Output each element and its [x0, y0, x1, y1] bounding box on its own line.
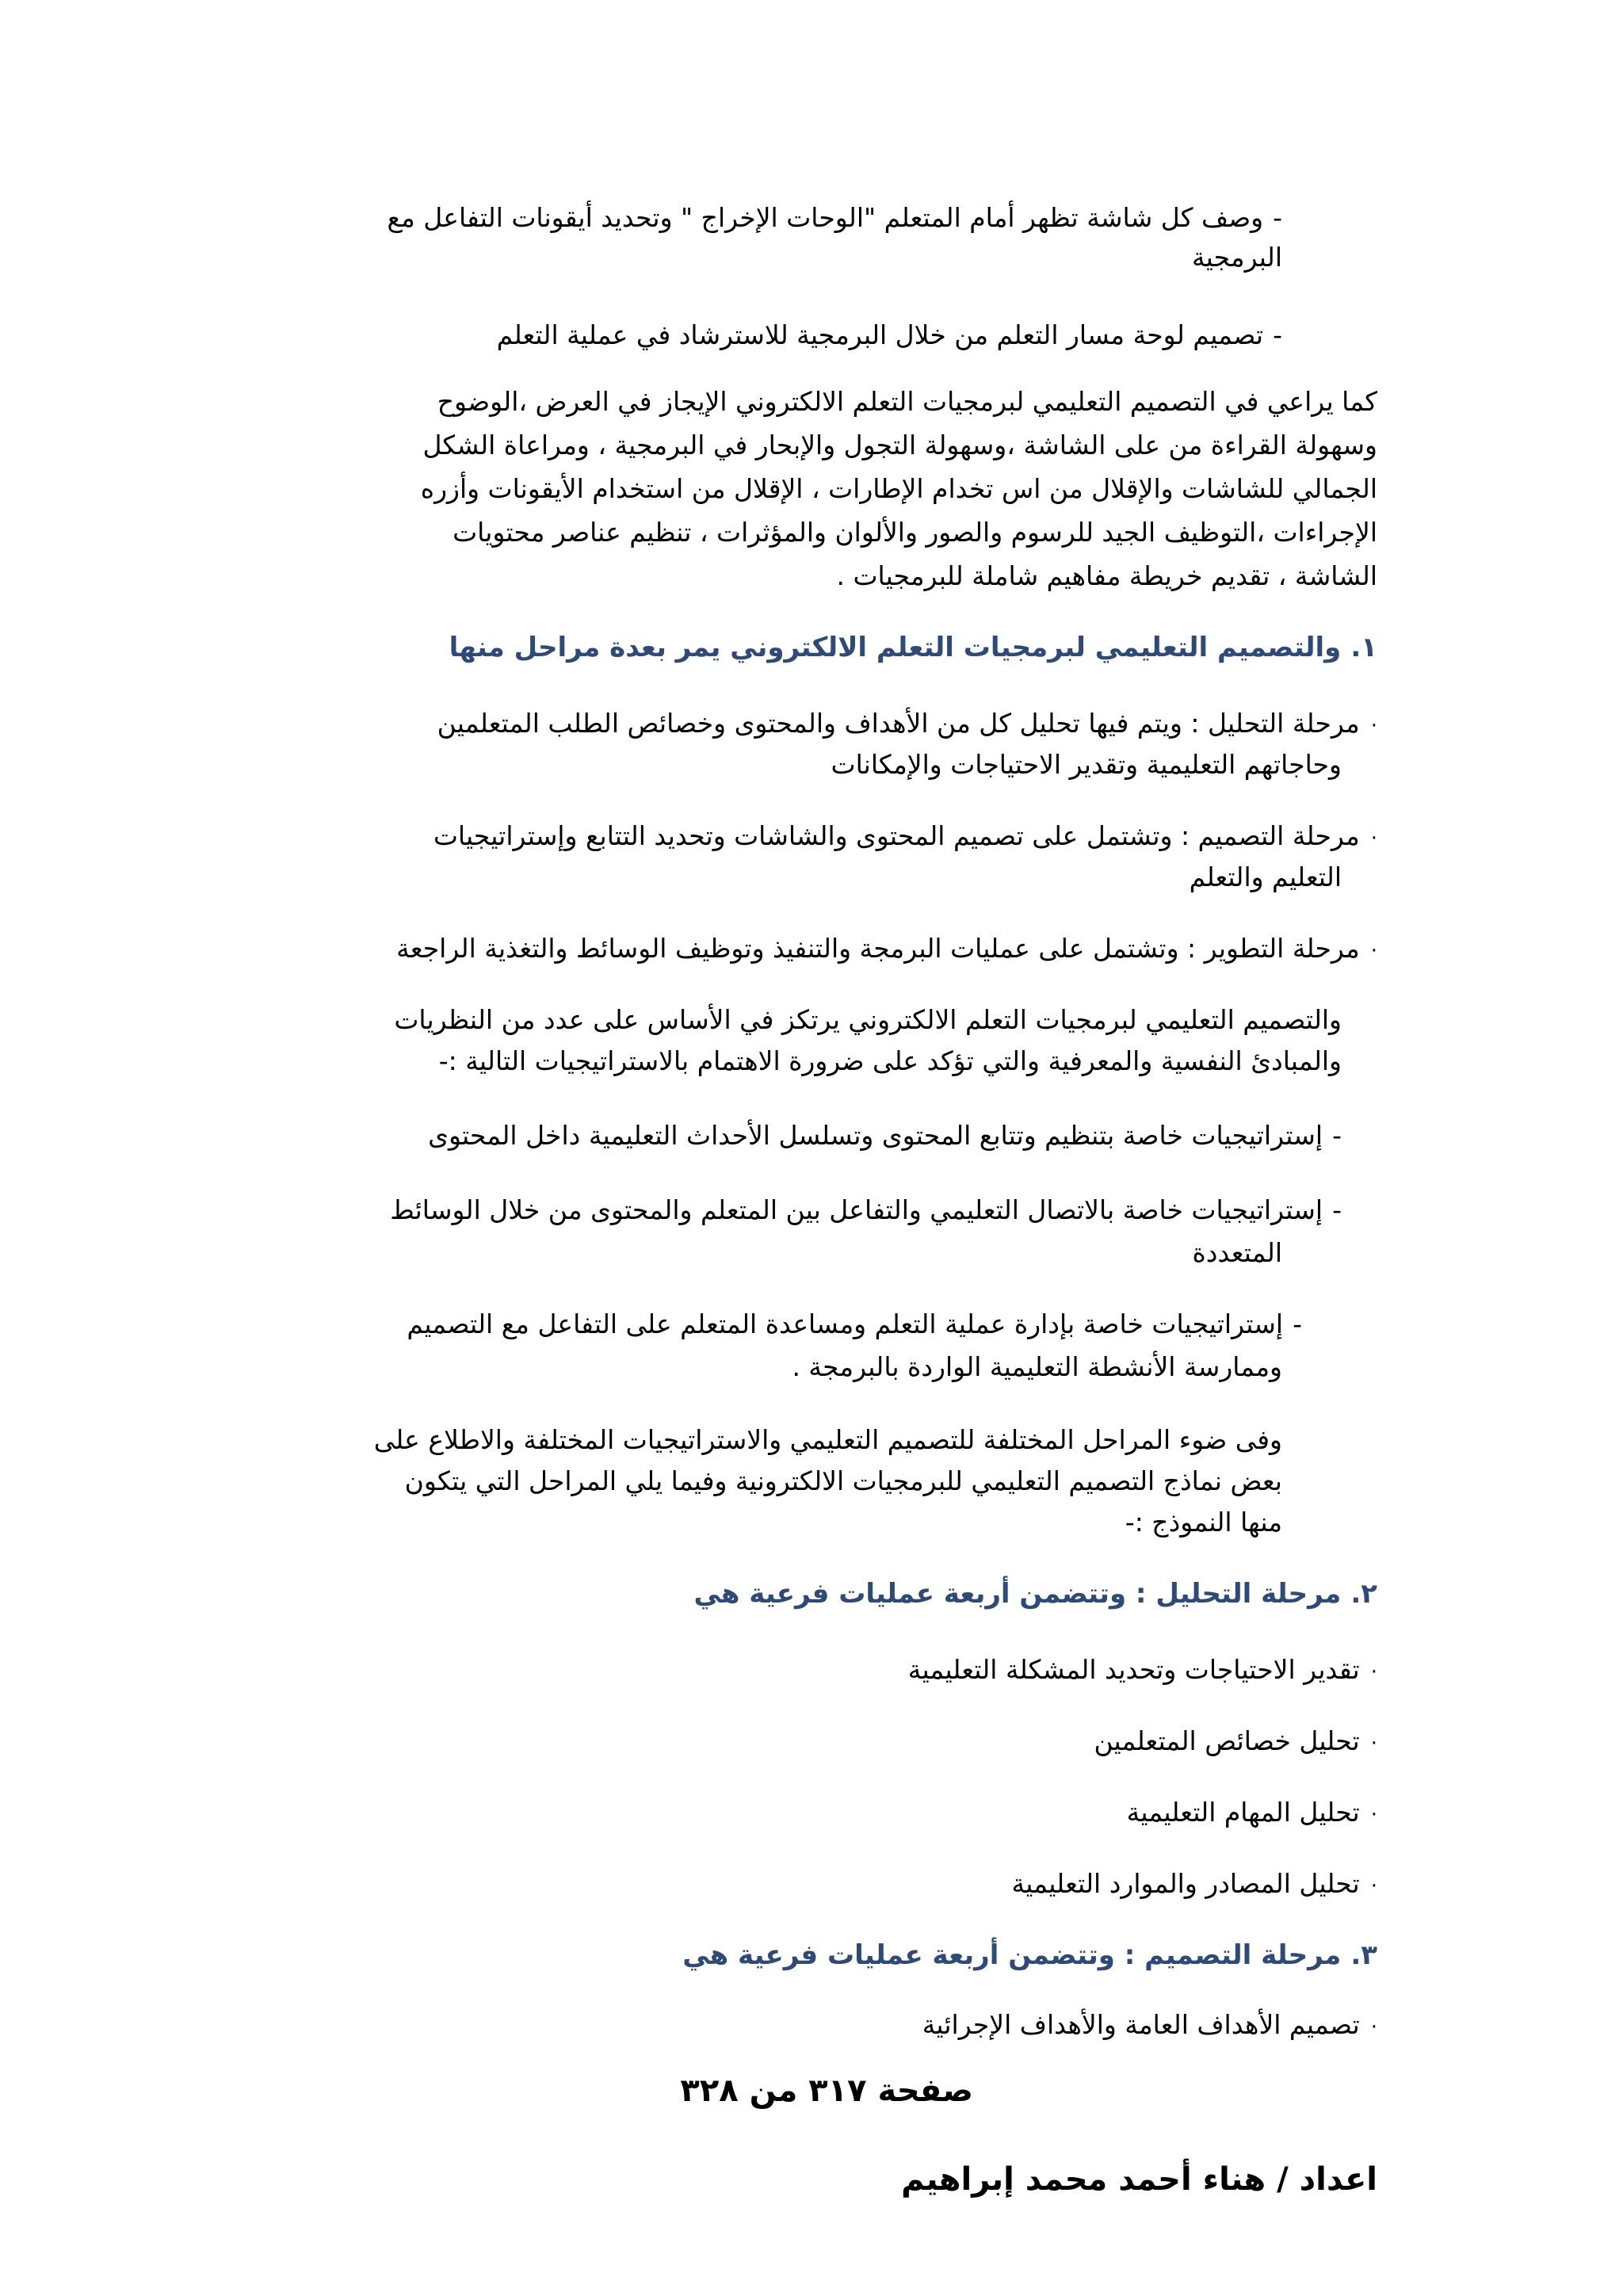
dash-marker: -	[1293, 1308, 1302, 1339]
strategy-3-line-1	[407, 1305, 1302, 1344]
bullet-text: مرحلة التطوير : وتشتمل على عمليات البرمجة والتنفيذ وتوظيف الوسائط والتغذية الراجعة	[396, 933, 1360, 964]
dash-item-1-line-1	[388, 198, 1282, 238]
bullet-icon: ·	[1370, 714, 1377, 738]
foundation-paragraph-line-1: والتصميم التعليمي لبرمجيات التعلم الالكتروني يرتكز في الأساس على عدد من النظريات	[394, 1004, 1342, 1035]
author-credit: اعداد / هناء أحمد محمد إبراهيم	[901, 2161, 1377, 2198]
page-number: صفحة ٣١٧ من ٣٢٨	[680, 2073, 973, 2109]
section-2-bullet-2	[1094, 1721, 1377, 1761]
strategy-2-line-1	[390, 1190, 1342, 1230]
section-1-bullet-3	[396, 929, 1377, 968]
intro-paragraph-line-2: وسهولة القراءة من على الشاشة ،وسهولة التجول والإبحار في البرمجية ، ومراعاة الشكل	[422, 430, 1377, 460]
models-paragraph-line-1: وفى ضوء المراحل المختلفة للتصميم التعليمي والاستراتيجيات المختلفة والاطلاع على	[373, 1424, 1282, 1455]
strategy-text: إستراتيجيات خاصة بتنظيم وتتابع المحتوى وتسلسل الأحداث التعليمية داخل المحتوى	[428, 1120, 1323, 1151]
bullet-icon: ·	[1370, 939, 1377, 963]
intro-paragraph-line-1: كما يراعي في التصميم التعليمي لبرمجيات التعلم الالكتروني الإيجاز في العرض ،الوضوح	[437, 386, 1377, 417]
bullet-text: تقدير الاحتياجات وتحديد المشكلة التعليمية	[907, 1654, 1360, 1685]
bullet-text: تصميم الأهداف العامة والأهداف الإجرائية	[922, 2009, 1360, 2040]
intro-paragraph-line-5: الشاشة ، تقديم خريطة مفاهيم شاملة للبرمجيات .	[836, 560, 1377, 591]
section-1-bullet-1-line-1	[437, 704, 1377, 743]
dash-item-text: تصميم لوحة مسار التعلم من خلال البرمجية للاسترشاد في عملية التعلم	[496, 319, 1264, 350]
section-1-heading	[449, 628, 1377, 667]
strategy-text-continued: المتعددة	[1192, 1237, 1282, 1268]
bullet-text: مرحلة التحليل : ويتم فيها تحليل كل من الأهداف والمحتوى وخصائص الطلب المتعلمين	[437, 708, 1360, 739]
strategy-text: إستراتيجيات خاصة بالاتصال التعليمي والتفاعل بين المتعلم والمحتوى من خلال الوسائط	[390, 1194, 1323, 1225]
strategy-1	[428, 1116, 1342, 1156]
strategy-text: إستراتيجيات خاصة بإدارة عملية التعلم ومساعدة المتعلم على التفاعل مع التصميم	[407, 1308, 1284, 1339]
dash-marker: -	[1273, 319, 1282, 350]
section-number: ٢.	[1350, 1578, 1377, 1610]
bullet-icon: ·	[1370, 1803, 1377, 1827]
bullet-icon: ·	[1370, 1874, 1377, 1898]
section-1-bullet-2-line-1	[433, 816, 1377, 856]
strategy-3-line-2	[792, 1347, 1282, 1387]
bullet-text: مرحلة التصميم : وتشتمل على تصميم المحتوى والشاشات وتحديد التتابع وإستراتيجيات	[433, 820, 1360, 851]
section-title: والتصميم التعليمي لبرمجيات التعلم الالكتروني يمر بعدة مراحل منها	[449, 632, 1342, 663]
dash-item-text: وصف كل شاشة تظهر أمام المتعلم "الوحات الإخراج " وتحديد أيقونات التفاعل مع	[387, 202, 1264, 233]
section-3-bullet-1	[922, 2005, 1377, 2045]
bullet-text: تحليل المهام التعليمية	[1126, 1797, 1360, 1828]
bullet-text: تحليل المصادر والموارد التعليمية	[1011, 1868, 1360, 1899]
dash-item-1-line-2	[1192, 238, 1282, 277]
bullet-icon: ·	[1370, 1660, 1377, 1684]
bullet-icon: ·	[1370, 827, 1377, 850]
section-2-heading	[693, 1574, 1377, 1614]
dash-marker: -	[1273, 202, 1282, 233]
dash-item-2	[497, 315, 1282, 355]
strategy-2-line-2	[1193, 1233, 1283, 1273]
bullet-text-continued: وحاجاتهم التعليمية وتقدير الاحتياجات والإمكانات	[831, 749, 1342, 780]
foundation-paragraph-line-2: والمبادئ النفسية والمعرفية والتي تؤكد على ضرورة الاهتمام بالاستراتيجيات التالية :-	[438, 1045, 1342, 1076]
section-title: مرحلة التصميم : وتتضمن أربعة عمليات فرعية هي	[682, 1939, 1342, 1971]
section-number: ١.	[1350, 632, 1377, 663]
section-2-bullet-3	[1127, 1793, 1377, 1832]
section-2-bullet-4	[1012, 1864, 1378, 1904]
models-paragraph-line-2: بعض نماذج التصميم التعليمي للبرمجيات الالكترونية وفيما يلي المراحل التي يتكون	[404, 1465, 1282, 1496]
dash-marker: -	[1332, 1120, 1342, 1151]
models-paragraph-line-3: منها النموذج :-	[1125, 1507, 1282, 1538]
section-2-bullet-1	[908, 1650, 1377, 1690]
intro-paragraph-line-4: الإجراءات ،التوظيف الجيد للرسوم والصور والألوان والمؤثرات ، تنظيم عناصر محتويات	[453, 517, 1377, 548]
bullet-icon: ·	[1370, 1732, 1377, 1755]
strategy-text-continued: وممارسة الأنشطة التعليمية الواردة بالبرمجة .	[792, 1351, 1282, 1382]
section-number: ٣.	[1350, 1939, 1377, 1971]
section-title: مرحلة التحليل : وتتضمن أربعة عمليات فرعية هي	[693, 1578, 1342, 1610]
bullet-icon: ·	[1370, 2015, 1377, 2039]
bullet-text: تحليل خصائص المتعلمين	[1094, 1725, 1360, 1756]
bullet-text-continued: التعليم والتعلم	[1189, 861, 1342, 892]
dash-item-text-continued: البرمجية	[1191, 242, 1282, 273]
intro-paragraph-line-3: الجمالي للشاشات والإقلال من اس تخدام الإطارات ، الإقلال من استخدام الأيقونات وأزره	[420, 473, 1377, 504]
section-1-bullet-1-line-2	[831, 745, 1342, 785]
dash-marker: -	[1332, 1194, 1342, 1225]
section-1-bullet-2-line-2	[1190, 858, 1342, 897]
section-3-heading	[682, 1935, 1377, 1975]
